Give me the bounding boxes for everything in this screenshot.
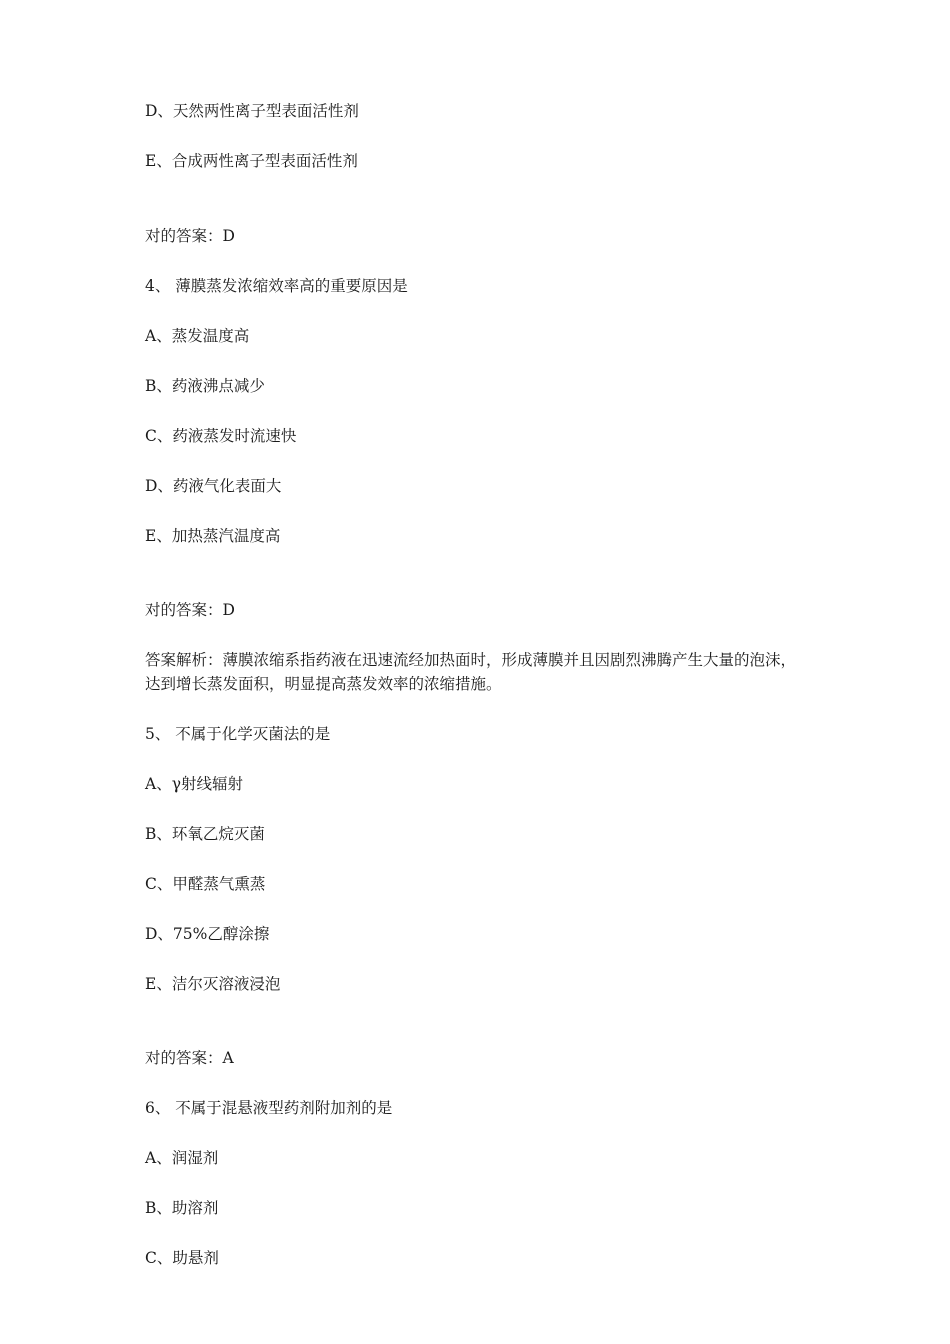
q5-question: 5、 不属于化学灭菌法的是: [145, 725, 331, 743]
q6-option-b: B、助溶剂: [145, 1199, 219, 1217]
q3-option-e: E、合成两性离子型表面活性剂: [145, 152, 358, 170]
q4-option-e: E、加热蒸汽温度高: [145, 527, 281, 545]
q4-explanation: 答案解析：薄膜浓缩系指药液在迅速流经加热面时，形成薄膜并且因剧烈沸腾产生大量的泡沫，达到增长蒸发面积，明显提高蒸发效率的浓缩措施。: [145, 651, 797, 693]
q6-question: 6、 不属于混悬液型药剂附加剂的是: [145, 1099, 393, 1117]
q4-option-a: A、蒸发温度高: [145, 327, 250, 345]
q4-option-b: B、药液沸点减少: [145, 377, 265, 395]
q4-question: 4、 薄膜蒸发浓缩效率高的重要原因是: [145, 277, 408, 295]
q5-option-a: A、γ射线辐射: [145, 775, 243, 793]
q3-answer: 对的答案：D: [145, 227, 235, 245]
q6-option-c: C、助悬剂: [145, 1249, 219, 1267]
q4-answer: 对的答案：D: [145, 601, 235, 619]
q5-option-d: D、75%乙醇涂擦: [145, 925, 270, 943]
q6-option-a: A、润湿剂: [145, 1149, 219, 1167]
q4-option-c: C、药液蒸发时流速快: [145, 427, 297, 445]
q4-option-d: D、药液气化表面大: [145, 477, 282, 495]
q5-answer: 对的答案：A: [145, 1049, 234, 1067]
q5-option-b: B、环氧乙烷灭菌: [145, 825, 265, 843]
q5-option-c: C、甲醛蒸气熏蒸: [145, 875, 266, 893]
q3-option-d: D、天然两性离子型表面活性剂: [145, 102, 359, 120]
q5-option-e: E、洁尔灭溶液浸泡: [145, 975, 281, 993]
